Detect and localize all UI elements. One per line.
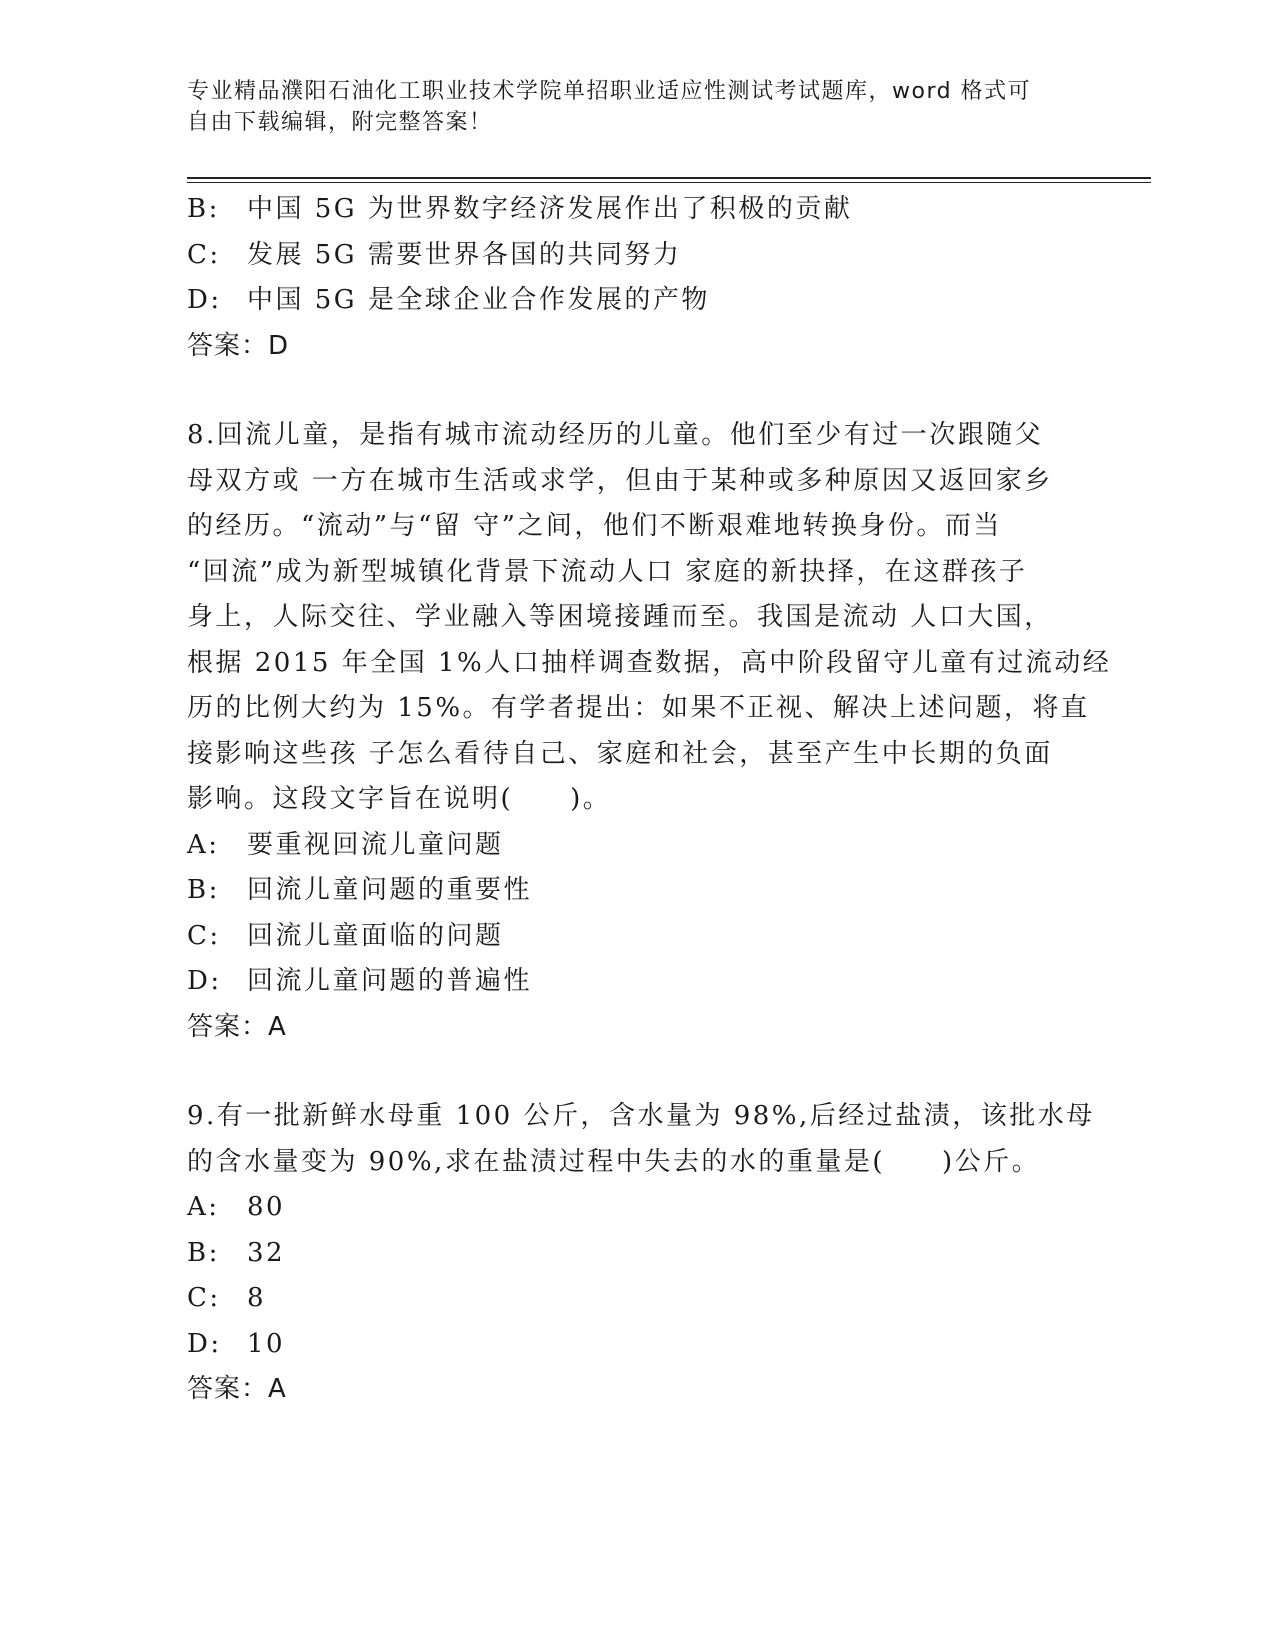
option-letter: B: [187, 1237, 220, 1268]
option-text: 80 [247, 1192, 286, 1222]
question-line: 母双方或 一方在城市生活或求学，但由于某种或多种原因又返回家乡 [187, 465, 1053, 496]
option-text: 回流儿童问题的普遍性 [247, 966, 533, 996]
question-line: 根据 2015 年全国 1%人口抽样调查数据，高中阶段留守儿童有过流动经 [187, 647, 1112, 678]
option-letter: D: [187, 285, 222, 315]
option-d [187, 959, 1087, 1005]
option-b [187, 1231, 1087, 1277]
option-text: 32 [247, 1237, 286, 1268]
document-body [187, 187, 1112, 1413]
option-b [187, 187, 1087, 233]
header-line-2: 自由下载编辑，附完整答案！ [187, 110, 493, 135]
question-line: 接影响这些孩 子怎么看待自己、家庭和社会，甚至产生中长期的负面 [187, 738, 1053, 769]
question-line: 身上，人际交往、学业融入等困境接踵而至。我国是流动 人口大国， [187, 602, 1053, 632]
option-text: 要重视回流儿童问题 [247, 829, 504, 860]
option-a [187, 1185, 1087, 1231]
option-text: 中国 5G 为世界数字经济发展作出了积极的贡献 [247, 194, 853, 224]
option-letter: D: [187, 966, 222, 996]
option-c [187, 914, 1087, 960]
question-line: 8.回流儿童，是指有城市流动经历的儿童。他们至少有过一次跟随父 [187, 420, 1044, 450]
option-text: 8 [247, 1283, 267, 1313]
option-letter: D: [187, 1328, 222, 1359]
question-line: 的含水量变为 90%,求在盐渍过程中失去的水的重量是( )公斤。 [187, 1146, 1041, 1177]
option-text: 回流儿童问题的重要性 [247, 875, 533, 905]
option-c [187, 233, 1087, 279]
option-a [187, 823, 1087, 869]
option-letter: B: [187, 875, 220, 905]
answer-label: 答案：A [187, 1374, 287, 1404]
option-letter: C: [187, 239, 221, 270]
option-d [187, 278, 1087, 324]
option-letter: C: [187, 920, 221, 951]
question-8 [187, 413, 1112, 1050]
header-line-1: 专业精品濮阳石油化工职业技术学院单招职业适应性测试考试题库，word 格式可 [187, 79, 1032, 104]
header-rule-thick [187, 177, 1151, 179]
option-c [187, 1276, 1087, 1322]
question-line: 9.有一批新鲜水母重 100 公斤，含水量为 98%,后经过盐渍，该批水母 [187, 1101, 1095, 1131]
answer-label: 答案：A [187, 1011, 287, 1042]
option-d [187, 1322, 1087, 1368]
question-line: 历的比例大约为 15%。有学者提出：如果不正视、解决上述问题，将直 [187, 693, 1090, 723]
question-7 [187, 187, 1087, 369]
page-header [187, 76, 1067, 138]
question-line: 的经历。“流动”与“留 守”之间，他们不断艰难地转换身份。而当 [187, 511, 1002, 541]
option-b [187, 868, 1087, 914]
option-letter: A: [187, 829, 220, 860]
question-line: “回流”成为新型城镇化背景下流动人口 家庭的新抉择，在这群孩子 [187, 556, 1028, 587]
option-letter: C: [187, 1283, 221, 1313]
option-text: 中国 5G 是全球企业合作发展的产物 [247, 285, 710, 315]
option-letter: A: [187, 1192, 220, 1222]
option-letter: B: [187, 194, 220, 224]
header-rule-thin [187, 182, 1151, 183]
option-text: 发展 5G 需要世界各国的共同努力 [247, 239, 682, 270]
question-9 [187, 1094, 1095, 1413]
option-text: 10 [247, 1328, 286, 1359]
answer-label: 答案：D [187, 330, 290, 361]
option-text: 回流儿童面临的问题 [247, 920, 504, 951]
question-line: 影响。这段文字旨在说明( )。 [187, 784, 612, 814]
